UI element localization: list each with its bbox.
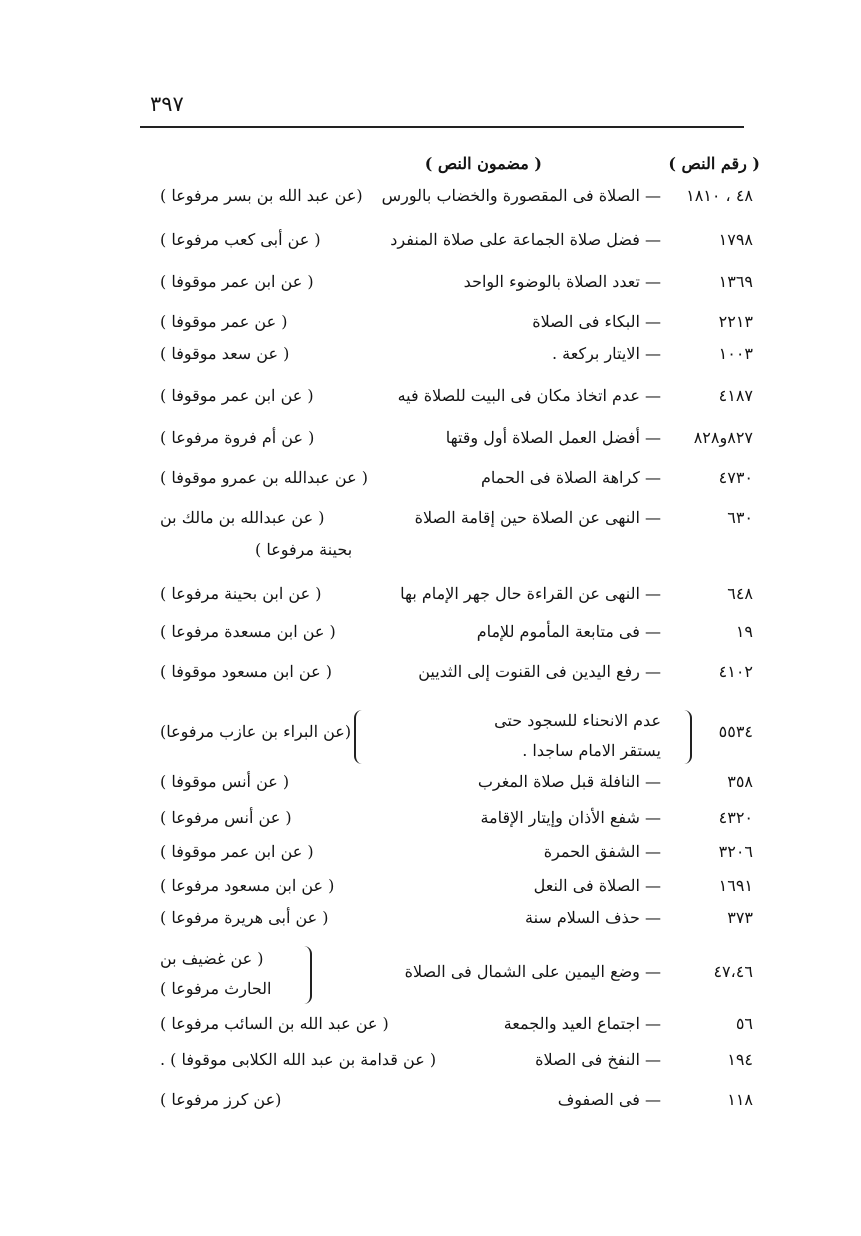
text-number: ١٦٩١ <box>718 876 753 895</box>
text-number: ٤٧،٤٦ <box>713 962 753 981</box>
text-source: ( عن ابن مسعدة مرفوعا ) <box>160 622 336 641</box>
text-source: ( عن ابن بحينة مرفوعا ) <box>160 584 322 603</box>
table-row <box>0 662 861 696</box>
text-source: ( عن قدامة بن عبد الله الكلابى موقوفا ) . <box>160 1050 437 1069</box>
text-subject-line1: عدم الانحناء للسجود حتى <box>494 711 661 730</box>
table-row <box>0 344 861 378</box>
text-number: ٢٢١٣ <box>718 312 753 331</box>
text-number: ٦٣٠ <box>727 508 753 527</box>
table-row <box>0 908 861 942</box>
text-source: ( عن عبد الله بن السائب مرفوعا ) <box>160 1014 389 1033</box>
table-row <box>0 772 861 806</box>
top-rule <box>140 126 744 128</box>
text-source: ( عن ابن مسعود مرفوعا ) <box>160 876 335 895</box>
text-subject: — شفع الأذان وإيتار الإقامة <box>480 808 661 827</box>
text-subject: — أفضل العمل الصلاة أول وقتها <box>445 428 661 447</box>
text-subject: — فى الصفوف <box>557 1090 661 1109</box>
table-row <box>0 944 861 1008</box>
table-row <box>0 876 861 910</box>
text-source-continued: بحينة مرفوعا ) <box>255 540 353 559</box>
text-number: ٤٣٢٠ <box>718 808 753 827</box>
table-row <box>0 312 861 346</box>
table-row <box>0 808 861 842</box>
text-subject: — كراهة الصلاة فى الحمام <box>480 468 661 487</box>
text-source: (عن البراء بن عازب مرفوعا) <box>160 722 352 741</box>
text-source: (عن كرز مرفوعا ) <box>160 1090 282 1109</box>
table-row <box>0 706 861 768</box>
text-source: ( عن سعد موقوفا ) <box>160 344 290 363</box>
text-number: ٤١٨٧ <box>718 386 753 405</box>
subject-column-header: ( مضمون النص ) <box>424 154 542 173</box>
text-source: ( عن أنس موقوفا ) <box>160 772 290 791</box>
text-subject: — رفع اليدين فى القنوت إلى الثديين <box>418 662 661 681</box>
text-source: ( عن ابن عمر موقوفا ) <box>160 386 314 405</box>
text-number: ٥٥٣٤ <box>718 722 753 741</box>
text-source: ( عن عمر موقوفا ) <box>160 312 288 331</box>
text-subject: — النافلة قبل صلاة المغرب <box>477 772 661 791</box>
text-source: ( عن أبى هريرة مرفوعا ) <box>160 908 329 927</box>
text-source: ( عن ابن مسعود موقوفا ) <box>160 662 332 681</box>
text-number: ١٧٩٨ <box>718 230 753 249</box>
source-brace <box>300 946 312 1004</box>
table-header <box>160 154 760 180</box>
text-subject: — فى متابعة المأموم للإمام <box>476 622 661 641</box>
text-number: ٥٦ <box>735 1014 753 1033</box>
text-subject: — وضع اليمين على الشمال فى الصلاة <box>404 962 661 981</box>
table-row <box>0 842 861 876</box>
text-subject-line2: يستقر الامام ساجدا . <box>522 741 661 760</box>
text-number: ٦٤٨ <box>727 584 753 603</box>
text-subject: — عدم اتخاذ مكان فى البيت للصلاة فيه <box>397 386 661 405</box>
text-number: ٣٥٨ <box>727 772 753 791</box>
text-source: ( عن ابن عمر موقوفا ) <box>160 842 314 861</box>
text-number: ١٩٤ <box>727 1050 753 1069</box>
table-row <box>0 1090 861 1124</box>
text-number: ٤٧٣٠ <box>718 468 753 487</box>
text-number: ٣٢٠٦ <box>718 842 753 861</box>
table-row <box>0 186 861 220</box>
text-subject: — الشفق الحمرة <box>543 842 661 861</box>
table-row <box>0 584 861 618</box>
left-brace <box>354 710 366 764</box>
text-source: ( عن أبى كعب مرفوعا ) <box>160 230 321 249</box>
text-subject: — حذف السلام سنة <box>525 908 661 927</box>
text-number: ٨٢٧و٨٢٨ <box>693 428 753 447</box>
text-subject: — البكاء فى الصلاة <box>532 312 661 331</box>
text-number: ٤٨ ، ١٨١٠ <box>686 186 753 205</box>
table-row <box>0 386 861 420</box>
table-row <box>0 1014 861 1048</box>
text-source-line2: الحارث مرفوعا ) <box>160 979 272 998</box>
table-row <box>0 272 861 306</box>
text-subject: — النفخ فى الصلاة <box>535 1050 661 1069</box>
text-subject: — فضل صلاة الجماعة على صلاة المنفرد <box>390 230 661 249</box>
table-row <box>0 1050 861 1084</box>
text-subject: — الايتار بركعة . <box>552 344 661 363</box>
table-row <box>0 468 861 502</box>
text-number: ١١٨ <box>727 1090 753 1109</box>
text-source: ( عن أم فروة مرفوعا ) <box>160 428 315 447</box>
table-row <box>0 230 861 264</box>
table-row <box>0 428 861 462</box>
text-source: ( عن عبدالله بن عمرو موقوفا ) <box>160 468 368 487</box>
text-source <box>160 944 271 1004</box>
text-subject: — اجتماع العيد والجمعة <box>503 1014 661 1033</box>
text-source-line1: ( عن غضيف بن <box>160 949 264 968</box>
text-subject: — تعدد الصلاة بالوضوء الواحد <box>463 272 661 291</box>
text-subject: — النهى عن الصلاة حين إقامة الصلاة <box>414 508 661 527</box>
page-number: ٣٩٧ <box>150 92 184 116</box>
text-subject: — النهى عن القراءة حال جهر الإمام بها <box>400 584 661 603</box>
text-number: ١٠٠٣ <box>718 344 753 363</box>
text-subject: — الصلاة فى المقصورة والخضاب بالورس <box>381 186 661 205</box>
table-row <box>0 622 861 656</box>
table-row <box>0 508 861 578</box>
right-brace <box>680 710 692 764</box>
text-number: ١٩ <box>735 622 753 641</box>
text-number: ٤١٠٢ <box>718 662 753 681</box>
text-source: ( عن أنس مرفوعا ) <box>160 808 292 827</box>
text-subject <box>494 706 661 766</box>
text-source: (عن عبد الله بن بسر مرفوعا ) <box>160 186 363 205</box>
text-source: ( عن عبدالله بن مالك بن <box>160 508 325 527</box>
text-subject: — الصلاة فى النعل <box>533 876 661 895</box>
text-number: ٣٧٣ <box>727 908 753 927</box>
number-column-header: ( رقم النص ) <box>668 154 760 173</box>
text-number: ١٣٦٩ <box>718 272 753 291</box>
text-source: ( عن ابن عمر موقوفا ) <box>160 272 314 291</box>
